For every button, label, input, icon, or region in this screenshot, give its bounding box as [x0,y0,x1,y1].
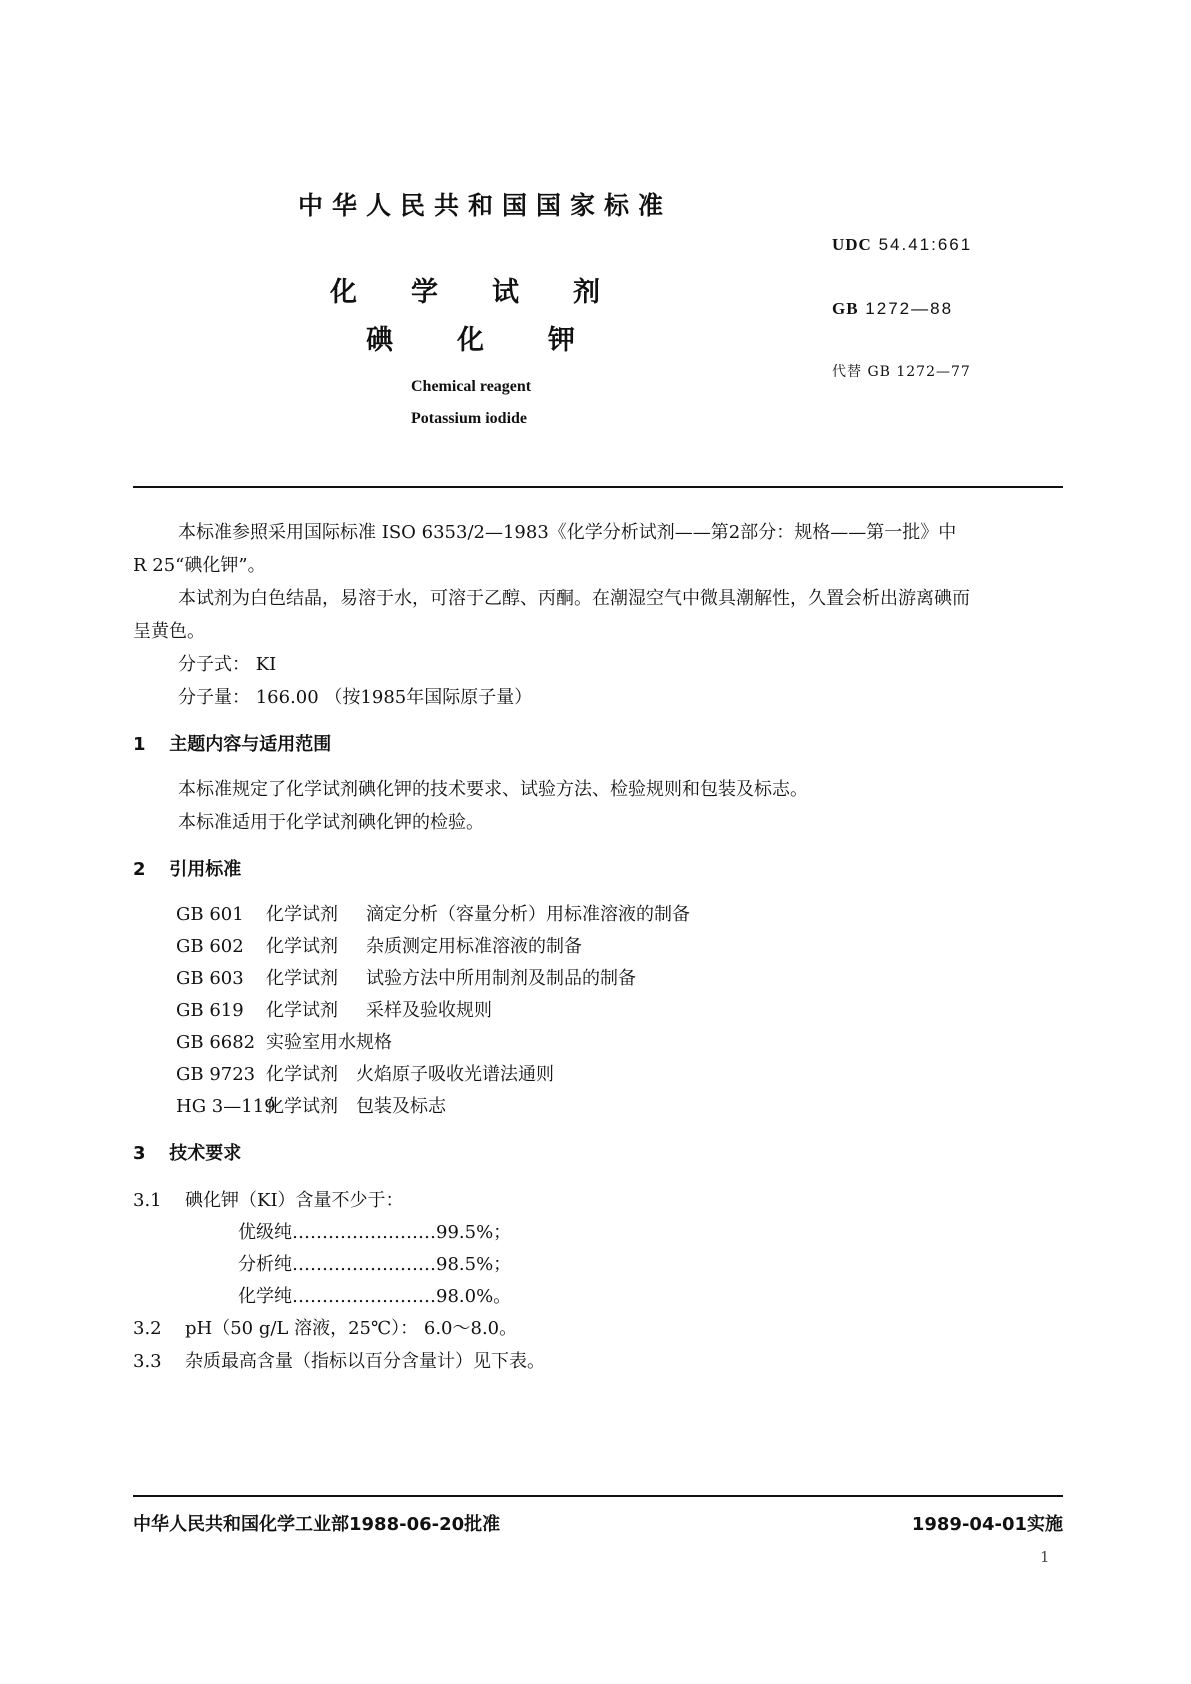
reference-category: 化学试剂 [266,936,338,957]
effective-date: 1989-04-01实施 [911,1514,1063,1535]
document-title-line2: 碘化钾 [366,325,639,356]
molecular-formula: 分子式： KI [178,654,277,675]
reference-category: 化学试剂 [266,1000,338,1021]
gb-value: 1272—88 [865,299,954,318]
section1-heading [133,730,331,756]
reference-item [176,1092,446,1118]
reference-item [176,964,636,990]
section3-title: 技术要求 [169,1143,242,1164]
reference-item [176,900,690,926]
gb-label: GB [832,299,859,318]
section3-heading [133,1139,241,1165]
udc-code [832,235,972,255]
section2-heading [133,855,241,881]
reference-code: HG 3—119 [176,1096,276,1117]
clause-3-3 [133,1347,545,1373]
reference-code: GB 6682 [176,1032,256,1053]
intro-para1-line2: R 25“碘化钾”。 [133,555,266,576]
clause-3-1-text: 碘化钾（KI）含量不少于： [185,1190,404,1211]
clause-3-2-text: pH（50 g/L 溶液，25℃）： 6.0～8.0。 [185,1318,518,1339]
clause-3-2 [133,1314,517,1340]
national-standard-heading: 中华人民共和国国家标准 [298,191,673,220]
grade-line-analytical: 分析纯……………………98.5%； [238,1254,512,1275]
section1-title: 主题内容与适用范围 [169,734,332,755]
clause-3-1 [133,1186,404,1212]
reference-category: 化学试剂 [266,904,338,925]
section1-line2: 本标准适用于化学试剂碘化钾的检验。 [178,812,484,833]
gb-code [832,299,953,319]
replaces-note: 代替 GB 1272—77 [832,364,971,380]
clause-3-3-text: 杂质最高含量（指标以百分含量计）见下表。 [185,1351,545,1372]
footer-divider [133,1495,1063,1497]
english-title-line2: Potassium iodide [411,410,528,427]
reference-title: 试验方法中所用制剂及制品的制备 [366,968,636,989]
intro-para1-line1: 本标准参照采用国际标准 ISO 6353/2—1983《化学分析试剂——第2部分：规格——第一批》中 [178,522,957,543]
reference-item [176,996,492,1022]
page-number: 1 [1040,1548,1050,1566]
section1-line1: 本标准规定了化学试剂碘化钾的技术要求、试验方法、检验规则和包装及标志。 [178,779,808,800]
section2-title: 引用标准 [169,859,242,880]
reference-code: GB 602 [176,936,244,957]
grade-line-superior: 优级纯……………………99.5%； [238,1222,512,1243]
clause-3-2-number: 3.2 [133,1318,162,1339]
reference-item [176,1028,392,1054]
udc-value: 54.41:661 [878,235,973,254]
reference-title: 杂质测定用标准溶液的制备 [366,936,582,957]
clause-3-3-number: 3.3 [133,1351,162,1372]
document-title-line1: 化学试剂 [330,277,654,308]
intro-para2-line1: 本试剂为白色结晶，易溶于水，可溶于乙醇、丙酮。在潮湿空气中微具潮解性，久置会析出游离碘而 [178,588,970,609]
clause-3-1-number: 3.1 [133,1190,162,1211]
reference-code: GB 9723 [176,1064,256,1085]
intro-para2-line2: 呈黄色。 [133,621,205,642]
reference-code: GB 619 [176,1000,244,1021]
grade-line-chemical: 化学纯……………………98.0%。 [238,1286,512,1307]
reference-title: 化学试剂 火焰原子吸收光谱法通则 [266,1064,554,1085]
section2-number: 2 [133,859,146,880]
reference-code: GB 603 [176,968,244,989]
english-title-line1: Chemical reagent [411,378,532,395]
reference-item [176,932,582,958]
reference-item [176,1060,554,1086]
section3-number: 3 [133,1143,146,1164]
udc-label: UDC [832,235,872,254]
reference-category: 化学试剂 [266,968,338,989]
header-divider [133,486,1063,488]
reference-title: 采样及验收规则 [366,1000,492,1021]
reference-title: 实验室用水规格 [266,1032,392,1053]
section1-number: 1 [133,734,146,755]
reference-code: GB 601 [176,904,244,925]
reference-title: 滴定分析（容量分析）用标准溶液的制备 [366,904,690,925]
approval-note: 中华人民共和国化学工业部1988-06-20批准 [133,1514,501,1535]
reference-title: 化学试剂 包装及标志 [266,1096,446,1117]
molecular-weight: 分子量： 166.00 （按1985年国际原子量） [178,687,533,708]
